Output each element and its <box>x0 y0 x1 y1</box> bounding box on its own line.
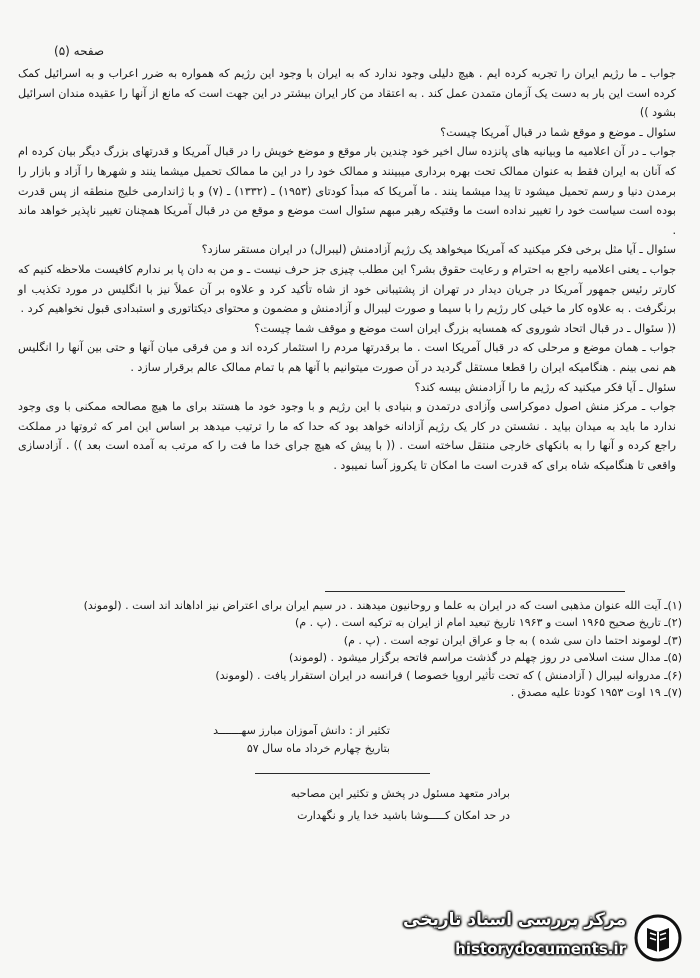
signature-block <box>110 722 390 758</box>
question: سئوال ـ آیا فکر میکنید که رژیم ما را آزادمنش بیسه کند؟ <box>414 380 676 394</box>
archive-logo-icon <box>634 914 682 962</box>
publisher-note <box>250 783 510 827</box>
footnote: (۲)ـ تاریخ صحیح ۱۹۶۵ است و ۱۹۶۳ تاریخ تبعید امام از ایران به ترکیه است . (پ . م) <box>295 616 682 630</box>
page-number: صفحه (۵) <box>54 44 105 58</box>
paragraph: جواب ـ همان موضع و مرحلی که در قبال آمریکا است . ما برقدرتها مردم را استثمار کرده اند و من فرقی میان آنها و حتی بین آنها را انگلیس هم نمی بینم . هنگامیکه ایران را قطعا مستقل گردید در آن صورت میتوانیم با آنها هم با تمام ممالک عالم برقرار سازد . <box>18 341 676 374</box>
footnote: (۶)ـ مدروانه لیبرال ( آزادمنش ) که تحت تأثیر اروپا خصوصا ) فرانسه در ایران استقرار یافت . (لوموند) <box>215 668 682 682</box>
interview-body <box>18 64 676 475</box>
question: (( سئوال ـ در قبال اتحاد شوروی که همسایه بزرگ ایران است موضع و موقف شما چیست؟ <box>254 321 676 335</box>
footnote-divider <box>325 591 625 592</box>
watermark-title: مرکز بررسی اسناد تاریخی <box>403 910 626 930</box>
question: سئوال ـ موضع و موقع شما در قبال آمریکا چیست؟ <box>440 125 676 139</box>
footnote: (۱)ـ آیت الله عنوان مذهبی است که در ایران به علما و روحانیون میدهند . در سیم ایران برای اعتراض نیز اداهاند اند است . (لوموند) <box>83 599 682 612</box>
paragraph: جواب ـ در آن اعلامیه ما وبیانیه های پانزده سال اخیر خود چندین بار موقع و موضع خویش را در قبال آمریکا و قدرتهای بزرگ دیگر بیان کرده ام که آنان به ایران فقط به عنوان ممالک تحت بهره برداری میبینند و ممالک خود را در این ما ممالک تحمیل میشما ینند و شهرها را آزاد و بازار را برمدن دنیا و رسم تحمیل میشود تا پیدا میشما ینند . ما آمریکا که مبدأ کودتای (۱۹۵۳) ـ (۱۳۳۲) ـ (۷) و با ژاندارمی خلیج منطقه از پس قدرت بوده است سیاست خود را تغییر نداده است ما وقتیکه رهبر مبهم سئوال است موضع و موقع من در قبال آمریکا همچنان تغییر ناپذیر خواهد ماند . <box>18 145 676 237</box>
watermark-url: historydocuments.ir <box>455 940 626 958</box>
footnote: (۷)ـ ۱۹ اوت ۱۹۵۳ کودتا علیه مصدق . <box>510 686 682 700</box>
footnote: (۳)ـ لوموند احتما دان سی شده ) به جا و عراق ایران توجه است . (پ . م) <box>343 633 682 647</box>
watermark <box>392 908 682 966</box>
paragraph: جواب ـ ما رژیم ایران را تجربه کرده ایم . هیچ دلیلی وجود ندارد که به ایران با وجود این رژیم که همواره به ضرر اعراب و به اسرائیل کمک کرده است این بار به دست یک آزمان متمدن عمل کند . به اعتقاد من کار ایران بیشتر در این جهت است که مانع از آنها را عقیده مندان اسرائیل بشود )) <box>18 67 676 120</box>
paragraph: جواب ـ یعنی اعلامیه راجع به احترام و رعایت حقوق بشر؟ این مطلب چیزی جز حرف نیست ـ و من به دان پا بر ندارم کافیست ملاحظه کنیم که کارتر رئیس جمهور آمریکا در جریان دیدار در تهران از پشتیبانی خود از شاه تأکید کرد و علاوه بر آن عملاً نیز با انگلیس در مورد تکذیب او برنگرفت . به علاوه کار ما خیلی کار رژیم را با سیما و صورت لیبرال و آزادمنش و مضمون و محتوای دیکتاتوری و استبدادی قبول نخواهیم کرد . <box>18 262 676 316</box>
publisher-line: تکثیر از : دانش آموزان مبارز سهـــــــد <box>213 724 390 737</box>
note-line: برادر متعهد مسئول در پخش و تکثیر این مصاحبه <box>290 787 510 800</box>
paragraph: جواب ـ مرکز منش اصول دموکراسی وآزادی درتمدن و بنیادی با این رژیم و با وجود خود ما هستند برای ما هیچ مصالحه ممکنی با وی وجود ندارد ما باید به میدان بیاید . نشستن در کار یک رژیم آزادانه خواهد بود که حدا که ما را ترتیب میدهد بر اساس این امر که ثروتها در مملکت راجع کرده و آنها را به بانکهای خارجی منتقل ساخته است . (( با پیش که هیچ جرای خدا ما فت را که مرتب به آمده است بعد )) . آزادسازی واقعی تا هنگامیکه شاه برای که قدرت است ما امکان تا یکروز آسا نمیبود . <box>18 400 676 472</box>
note-line: در حد امکان کـــــوشا باشید خدا یار و نگهدارت <box>297 809 510 822</box>
footnotes <box>22 597 682 701</box>
closing-divider <box>255 773 430 774</box>
footnote: (۵)ـ مدال سنت اسلامی در روز چهلم در گذشت مراسم فاتحه برگزار میشود . (لوموند) <box>288 651 682 665</box>
date-line: بتاریخ چهارم خرداد ماه سال ۵۷ <box>246 742 390 755</box>
question: سئوال ـ آیا مثل برخی فکر میکنید که آمریکا میخواهد یک رژیم آزادمنش (لیبرال) در ایران مستقر سازد؟ <box>201 243 676 257</box>
